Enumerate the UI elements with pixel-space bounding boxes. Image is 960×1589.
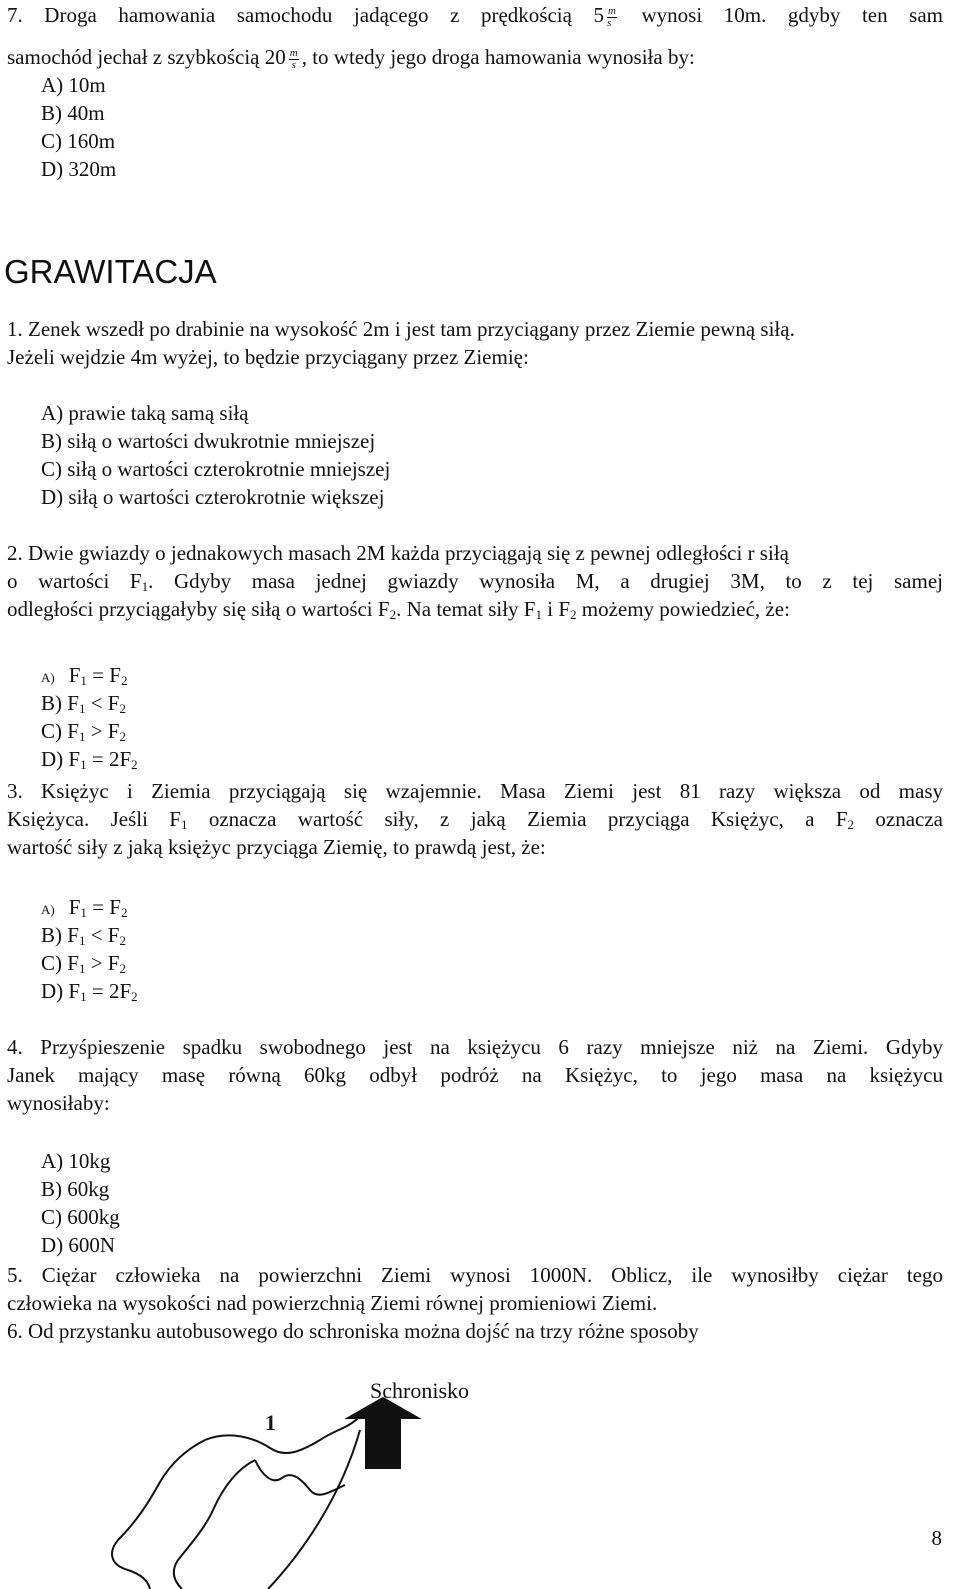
g3-option-a: A) $F_1 = F_2$	[41, 895, 128, 920]
g2-option-c: C) $F_1 > F_2$	[41, 719, 126, 744]
q7-option-a: A) 10m	[41, 73, 106, 97]
g3-line-3: wartość siły z jaką księżyc przyciąga Ziemię, to prawdą jest, że:	[7, 835, 546, 859]
g5-line-2: człowieka na wysokości nad powierzchnią Ziemi równej promieniowi Ziemi.	[7, 1291, 658, 1315]
g2-option-a: A) $F_1 = F_2$	[41, 663, 128, 688]
g2-option-d: D) $F_1 = 2F_2$	[41, 747, 138, 772]
q7-line-1: 7. Droga hamowania samochodu jadącego z prędkością 5 $\frac{m}{s}$ wynosi 10m. gdyby ten sam	[7, 3, 943, 29]
g2-line-1: 2. Dwie gwiazdy o jednakowych masach 2M każda przyciągają się z pewnej odległości r siłą	[7, 541, 789, 565]
section-heading: GRAWITACJA	[4, 253, 217, 290]
g2-option-b: B) $F_1 < F_2$	[41, 691, 126, 716]
g4-option-b: B) 60kg	[41, 1177, 110, 1201]
g1-line-2: Jeżeli wejdzie 4m wyżej, to będzie przyciągany przez Ziemię:	[7, 345, 529, 369]
q7-option-c: C) 160m	[41, 129, 116, 153]
path-1-left-side	[112, 1440, 205, 1589]
g1-line-1: 1. Zenek wszedł po drabinie na wysokość 2m i jest tam przyciągany przez Ziemie pewną siłą.	[7, 317, 795, 341]
g4-line-2: Janek mający masę równą 60kg odbył podróż na Księżyc, to jego masa na księżycu	[7, 1063, 943, 1087]
g4-line-1: 4. Przyśpieszenie spadku swobodnego jest na księżycu 6 razy mniejsze niż na Ziemi. Gdyby	[7, 1035, 943, 1059]
g1-option-a: A) prawie taką samą siłą	[41, 401, 249, 425]
g4-option-a: A) 10kg	[41, 1149, 111, 1173]
g4-option-c: C) 600kg	[41, 1205, 120, 1229]
g1-option-d: D) siłą o wartości czterokrotnie większej	[41, 485, 385, 509]
q7-line-2: samochód jechał z szybkością 20 $\frac{m}{s}$ , to wtedy jego droga hamowania wynosiła by:	[7, 45, 695, 71]
g3-option-b: B) $F_1 < F_2$	[41, 923, 126, 948]
path-1-curve	[205, 1418, 358, 1453]
path-1-label: 1	[265, 1410, 276, 1435]
path-3-arc	[268, 1430, 360, 1589]
unit-fraction: $\frac{m}{s}$	[289, 46, 298, 71]
path-2-left-side	[174, 1460, 255, 1589]
g4-option-d: D) 600N	[41, 1233, 116, 1257]
g6-line-1: 6. Od przystanku autobusowego do schroniska można dojść na trzy różne sposoby	[7, 1319, 699, 1343]
page-number: 8	[931, 1526, 942, 1550]
g2-line-2: o wartości $F_1$. Gdyby masa jednej gwiazdy wynosiła M, a drugiej 3M, to z tej samej	[7, 569, 943, 594]
g4-line-3: wynosiłaby:	[7, 1091, 110, 1115]
shelter-label: Schronisko	[370, 1378, 469, 1403]
g3-line-1: 3. Księżyc i Ziemia przyciągają się wzajemnie. Masa Ziemi jest 81 razy większa od masy	[7, 779, 943, 803]
path-2-curve	[255, 1460, 345, 1495]
g1-option-b: B) siłą o wartości dwukrotnie mniejszej	[41, 429, 376, 453]
g3-option-d: D) $F_1 = 2F_2$	[41, 979, 138, 1004]
g5-line-1: 5. Ciężar człowieka na powierzchni Ziemi wynosi 1000N. Oblicz, ile wynosiłby ciężar tego	[7, 1263, 943, 1287]
unit-fraction: $\frac{m}{s}$	[607, 4, 616, 29]
q7-option-d: D) 320m	[41, 157, 117, 181]
g3-line-2: Księżyca. Jeśli $F_1$ oznacza wartość siły, z jaką Ziemia przyciąga Księżyc, a $F_2$ oznacza	[7, 807, 943, 832]
g1-option-c: C) siłą o wartości czterokrotnie mniejszej	[41, 457, 391, 481]
g2-line-3: odległości przyciągałyby się siłą o wartości $F_2$. Na temat siły $F_1$ i $F_2$ możemy powiedzieć, że:	[7, 597, 790, 622]
q7-option-b: B) 40m	[41, 101, 105, 125]
g3-option-c: C) $F_1 > F_2$	[41, 951, 126, 976]
